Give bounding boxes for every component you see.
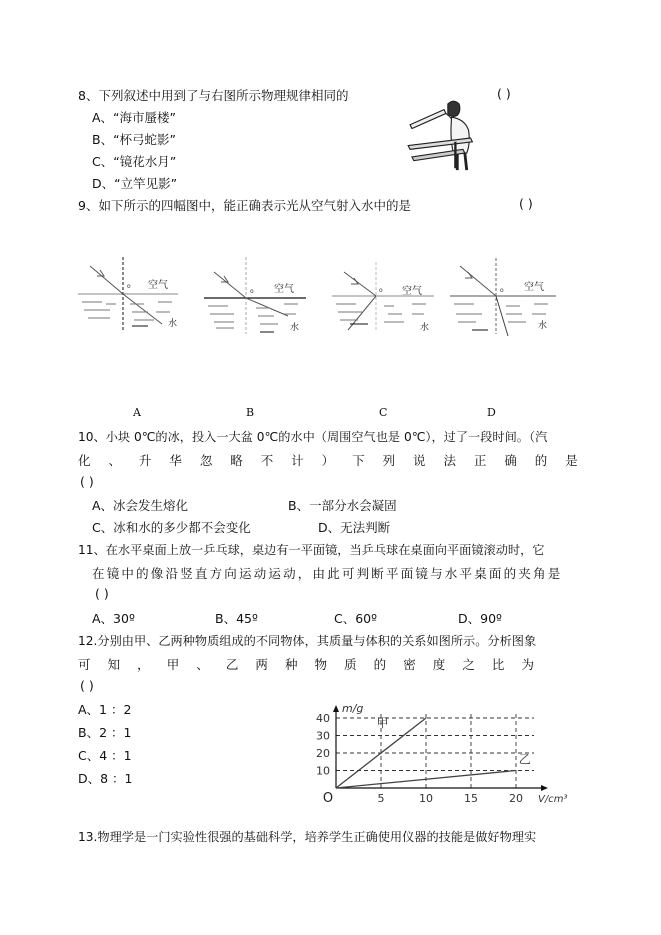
line-char: 、 <box>108 453 121 468</box>
q8-option-b: B、“杯弓蛇影” <box>92 132 177 147</box>
x-axis-label: V/cm³ <box>538 794 568 805</box>
x-tick-label: 15 <box>464 792 478 805</box>
q11-line-2: 在镜中的像沿竖直方向运动运动，由此可判断平面镜与水平桌面的夹角是 <box>92 566 563 581</box>
q9-figure-label-d: D <box>487 406 496 419</box>
origin-label: O <box>322 791 334 806</box>
line-char: 乙 <box>225 657 239 672</box>
q12-line-1: 12.分别由甲、乙两种物质组成的不同物体，其质量与体积的关系如图所示。分析图象 <box>78 634 537 648</box>
line-char: 甲 <box>166 657 180 672</box>
line-char: 华 <box>169 453 182 468</box>
q12-answer-paren: ( ) <box>80 678 94 693</box>
x-tick-label: 5 <box>377 792 385 805</box>
point-label: o <box>500 287 504 294</box>
line-char: ） <box>321 453 335 468</box>
q12-option-b: B、2 ：1 <box>78 725 132 740</box>
q10-option-a: A、冰会发生熔化 <box>92 498 189 513</box>
water-label: 水 <box>538 321 548 331</box>
x-tick-label: 20 <box>509 792 523 805</box>
q9-figure-label-b: B <box>246 406 255 419</box>
series-label: 乙 <box>518 752 531 767</box>
chart-grid <box>336 713 534 788</box>
air-label: 空气 <box>148 280 168 291</box>
y-tick-label: 10 <box>316 764 330 778</box>
point-label: o <box>379 287 383 294</box>
q9-figure-label-a: A <box>133 406 141 419</box>
line-char: 法 <box>443 453 456 468</box>
refraction-figure-d <box>450 258 556 336</box>
line-char: ， <box>137 657 150 672</box>
q10-answer-paren: ( ) <box>80 474 94 489</box>
q11-line-1: 11、在水平桌面上放一乒乓球，桌边有一平面镜，当乒乓球在桌面向平面镜滚动时，它 <box>78 543 545 557</box>
line-char: 下 <box>352 453 365 468</box>
x-tick-label: 10 <box>419 792 433 805</box>
line-char: 为 <box>521 657 534 672</box>
line-char: 确 <box>504 453 517 468</box>
y-tick-label: 40 <box>316 712 330 725</box>
q13-line-1: 13.物理学是一门实验性很强的基础科学，培养学生正确使用仪器的技能是做好物理实 <box>78 830 537 844</box>
line-char: 略 <box>230 453 243 468</box>
q9-answer-paren: ( ) <box>519 196 533 211</box>
line-char: 说 <box>412 453 426 468</box>
line-char: 升 <box>138 453 152 468</box>
line-char: 物 <box>314 657 328 672</box>
line-char: 忽 <box>199 453 213 468</box>
q9-stem: 9、如下所示的四幅图中，能正确表示光从空气射入水中的是 <box>78 198 411 213</box>
q11-option-d: D、90º <box>458 611 502 626</box>
q10-option-b: B、一部分水会凝固 <box>288 498 397 513</box>
line-char: 正 <box>473 453 487 468</box>
q10-option-c: C、冰和水的多少都不会变化 <box>92 520 251 535</box>
q12-option-a: A、1 ：2 <box>78 702 132 717</box>
q10-option-d: D、无法判断 <box>318 520 391 535</box>
q8-answer-paren: ( ) <box>497 86 511 101</box>
air-label: 空气 <box>524 282 544 293</box>
q10-line-2 <box>78 451 578 469</box>
y-tick-label: 20 <box>316 747 330 760</box>
line-char: 比 <box>491 657 505 672</box>
line-char: 度 <box>432 657 446 672</box>
line-char: 可 <box>78 657 91 672</box>
q12-option-c: C、4 ：1 <box>78 748 132 763</box>
line-char: 两 <box>255 657 268 672</box>
y-axis-label: m/g <box>342 702 364 715</box>
q8-option-c: C、“镜花水月” <box>92 154 177 169</box>
q8-stem: 8、下列叙述中用到了与右图所示物理规律相同的 <box>78 88 349 103</box>
refraction-figure-c <box>332 262 434 333</box>
line-char: 列 <box>382 453 396 468</box>
q11-option-a: A、30º <box>92 611 135 626</box>
air-label: 空气 <box>402 286 422 297</box>
q10-line-1: 10、小块 0℃的冰，投入一大盆 0℃的水中（周围空气也是 0℃），过了一段时间。（汽 <box>78 430 548 444</box>
q12-line-2 <box>78 655 534 673</box>
line-char: 的 <box>534 453 548 468</box>
line-char: 之 <box>462 657 475 672</box>
line-char: 的 <box>373 657 387 672</box>
water-label: 水 <box>168 319 178 329</box>
line-char: 不 <box>260 453 274 468</box>
refraction-figure-b <box>204 257 306 334</box>
line-char: 知 <box>107 657 121 672</box>
y-axis-arrow <box>333 705 339 712</box>
refraction-figures <box>72 252 592 342</box>
water-label: 水 <box>290 323 300 333</box>
line-char: 密 <box>403 657 416 672</box>
q11-option-c: C、60º <box>334 611 378 626</box>
man-sighting-plank-illustration <box>400 104 490 172</box>
line-char: 、 <box>196 657 209 672</box>
water-label: 水 <box>420 323 430 333</box>
q11-answer-paren: ( ) <box>95 586 109 601</box>
line-char: 计 <box>291 453 304 468</box>
series-label: 甲 <box>376 715 389 730</box>
line-char: 种 <box>284 657 298 672</box>
q11-option-b: B、45º <box>215 611 258 626</box>
y-tick-label: 30 <box>316 729 330 743</box>
refraction-figure-a <box>78 257 178 330</box>
q8-option-d: D、“立竿见影” <box>92 176 178 191</box>
mass-volume-chart <box>300 672 568 806</box>
point-label: o <box>250 288 254 295</box>
point-label: o <box>127 283 131 290</box>
line-char: 是 <box>565 453 578 468</box>
line-char: 质 <box>344 657 357 672</box>
air-label: 空气 <box>274 284 294 295</box>
x-axis-arrow <box>541 785 548 791</box>
q9-figure-label-c: C <box>379 406 388 419</box>
q12-option-d: D、8 ：1 <box>78 771 133 786</box>
q8-option-a: A、“海市蜃楼” <box>92 110 177 125</box>
line-char: 化 <box>78 453 91 468</box>
